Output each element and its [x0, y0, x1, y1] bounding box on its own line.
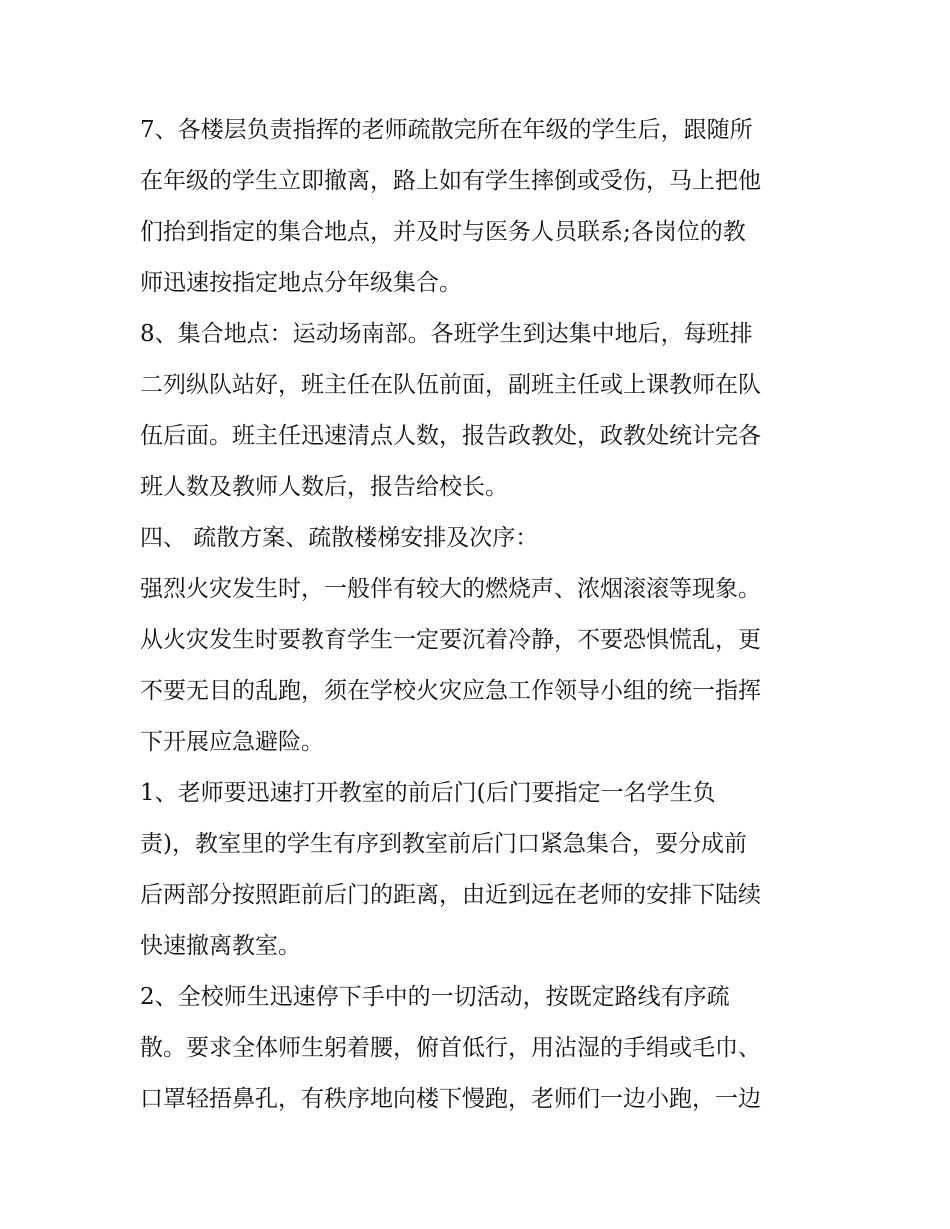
text-line: 责)，教室里的学生有序到教室前后门口紧急集合，要分成前: [140, 831, 747, 857]
text-line: 班人数及教师人数后，报告给校长。: [140, 474, 508, 500]
text-line: 伍后面。班主任迅速清点人数，报告政教处，政教处统计完各: [140, 423, 761, 449]
text-line: 2、全校师生迅速停下手中的一切活动，按既定路线有序疏: [140, 984, 730, 1010]
section-heading: 四、 疏散方案、疏散楼梯安排及次序：: [140, 525, 539, 551]
text-line: 师迅速按指定地点分年级集合。: [140, 270, 462, 296]
text-line: 后两部分按照距前后门的距离，由近到远在老师的安排下陆续: [140, 882, 761, 908]
text-line: 强烈火灾发生时，一般伴有较大的燃烧声、浓烟滚滚等现象。: [140, 576, 761, 602]
text-line: 8、集合地点：运动场南部。各班学生到达集中地后，每班排: [140, 321, 753, 347]
text-line: 从火灾发生时要教育学生一定要沉着冷静，不要恐惧慌乱，更: [140, 627, 761, 653]
text-line: 口罩轻捂鼻孔，有秩序地向楼下慢跑，老师们一边小跑，一边: [140, 1086, 761, 1112]
document-body: [140, 105, 820, 1125]
text-line: 7、各楼层负责指挥的老师疏散完所在年级的学生后，跟随所: [140, 117, 753, 143]
text-line: 1、老师要迅速打开教室的前后门(后门要指定一名学生负: [140, 780, 716, 806]
text-line: 散。要求全体师生躬着腰，俯首低行，用沾湿的手绢或毛巾、: [140, 1035, 761, 1061]
text-line: 二列纵队站好，班主任在队伍前面，副班主任或上课教师在队: [140, 372, 761, 398]
text-line: 在年级的学生立即撤离，路上如有学生摔倒或受伤，马上把他: [140, 168, 761, 194]
text-line: 下开展应急避险。: [140, 729, 324, 755]
text-line: 快速撤离教室。: [140, 933, 301, 959]
text-line: 不要无目的乱跑，须在学校火灾应急工作领导小组的统一指挥: [140, 678, 761, 704]
text-line: 们抬到指定的集合地点，并及时与医务人员联系;各岗位的教: [140, 219, 746, 245]
